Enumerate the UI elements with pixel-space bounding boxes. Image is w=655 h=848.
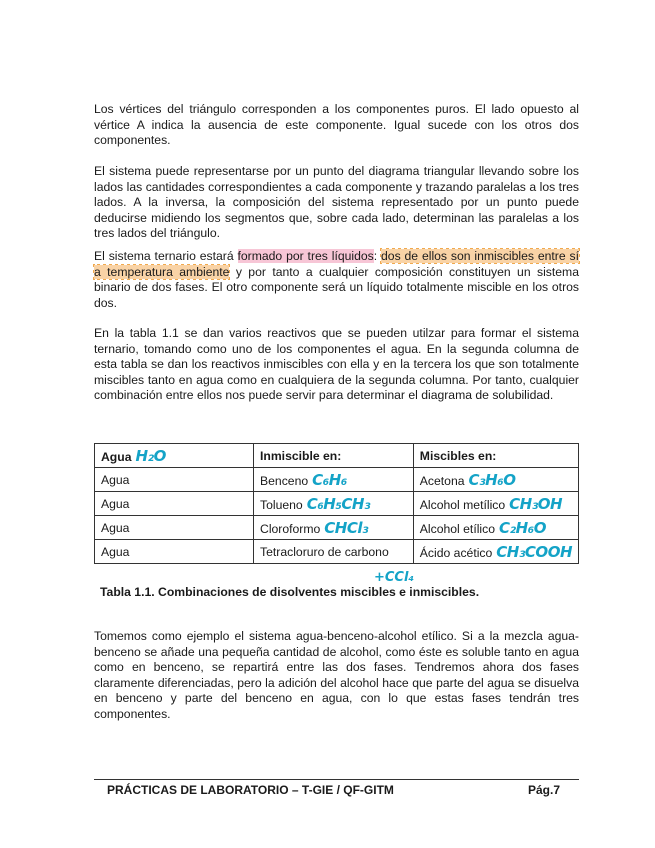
cell-text: Agua	[101, 472, 130, 487]
cell-text: Agua	[101, 544, 130, 559]
table-cell	[413, 540, 578, 564]
table-row	[95, 492, 579, 516]
table-cell	[254, 468, 414, 492]
cell-text: Agua	[101, 496, 130, 511]
table-header-row	[95, 444, 579, 468]
cell-text: Acetona	[419, 473, 465, 488]
paragraph-table-intro: En la tabla 1.1 se dan varios reactivos que se pueden utilzar para formar el sistema ternario, tomando como uno de los componentes el agua. En la segunda columna de esta tabla se dan los reactivos inmiscibles con ella y en la tercera los que son totalmente miscibles tanto en agua como en cualquiera de la segunda columna. Por tanto, cualquier combinación entre ellos nos puede servir para determinar el diagrama de solubilidad.	[94, 326, 579, 403]
cell-text: Tolueno	[260, 497, 303, 512]
handwritten-formula: C₆H₆	[312, 470, 347, 489]
table-cell	[95, 516, 254, 540]
handwritten-formula: H₂O	[135, 446, 166, 465]
table-cell	[254, 540, 414, 564]
paragraph-ternary-system	[94, 249, 579, 311]
solvents-table	[94, 443, 579, 564]
paragraph-diagram-representation: El sistema puede representarse por un punto del diagrama triangular llevando sobre los lados las cantidades correspondientes a cada componente y trazando paralelas a los tres lados. A la inversa, la composición del sistema representado por un punto puede deducirse midiendo los segmentos que, sobre cada lado, determinan las paralelas a los tres lados del triángulo.	[94, 164, 579, 241]
table-cell	[254, 516, 414, 540]
page-number: Pág.7	[528, 783, 561, 797]
handwritten-formula: CH₃OH	[509, 494, 563, 513]
table-cell	[254, 492, 414, 516]
footer-title: PRÁCTICAS DE LABORATORIO – T-GIE / QF-GITM	[107, 783, 394, 797]
table-cell	[95, 492, 254, 516]
highlight-orange: dos de ellos son inmiscibles entre sí a temperatura ambiente	[94, 249, 579, 279]
table-row	[95, 540, 579, 564]
header-cell	[254, 444, 414, 468]
cell-text: Ácido acético	[419, 545, 493, 560]
handwritten-formula: CHCl₃	[324, 518, 369, 537]
footer-divider	[94, 779, 579, 780]
text-segment: :	[373, 249, 382, 263]
cell-text: Benceno	[260, 473, 309, 488]
table-row	[95, 516, 579, 540]
handwritten-formula: CH₃COOH	[496, 542, 572, 561]
table-cell	[413, 468, 578, 492]
table-cell	[413, 516, 578, 540]
table-cell	[95, 540, 254, 564]
header-label: Agua	[101, 449, 132, 464]
table-cell	[95, 468, 254, 492]
cell-text: Agua	[101, 520, 130, 535]
table-caption: Tabla 1.1. Combinaciones de disolventes miscibles e inmiscibles.	[100, 585, 480, 599]
paragraph-example: Tomemos como ejemplo el sistema agua-benceno-alcohol etílico. Si a la mezcla agua-benceno se añade una pequeña cantidad de alcohol, como éste es soluble tanto en agua como en benceno, se repartirá entre las dos fases. Tendremos ahora dos fases claramente diferenciadas, pero la adición del alcohol hace que parte del agua se disuelva en benceno y parte del benceno en agua, con lo que estas fases tendrán tres componentes.	[94, 629, 579, 721]
handwritten-formula: C₃H₆O	[468, 470, 516, 489]
cell-text: Tetracloruro de carbono	[260, 544, 389, 559]
header-cell	[95, 444, 254, 468]
table-cell	[413, 492, 578, 516]
text-segment: El sistema ternario estará	[94, 249, 238, 263]
text-segment: y por tanto a cualquier composición constituyen un sistema binario de dos fases. El otro componente será un líquido totalmente miscible en los otros dos.	[94, 264, 579, 310]
paragraph-vertices: Los vértices del triángulo corresponden a los componentes puros. El lado opuesto al vértice A indica la ausencia de este componente. Igual sucede con los otros dos componentes.	[94, 102, 579, 148]
header-label: Miscibles en:	[419, 448, 497, 463]
header-label: Inmiscible en:	[260, 448, 342, 463]
cell-text: Alcohol etílico	[419, 521, 495, 536]
cell-text: Cloroformo	[260, 521, 321, 536]
highlight-pink: formado por tres líquidos	[237, 249, 374, 263]
cell-text: Alcohol metílico	[419, 497, 506, 512]
handwritten-note: +CCl₄	[374, 570, 415, 585]
table-row	[95, 468, 579, 492]
handwritten-formula: C₆H₅CH₃	[306, 494, 371, 513]
header-cell	[413, 444, 578, 468]
handwritten-formula: C₂H₆O	[499, 518, 546, 537]
